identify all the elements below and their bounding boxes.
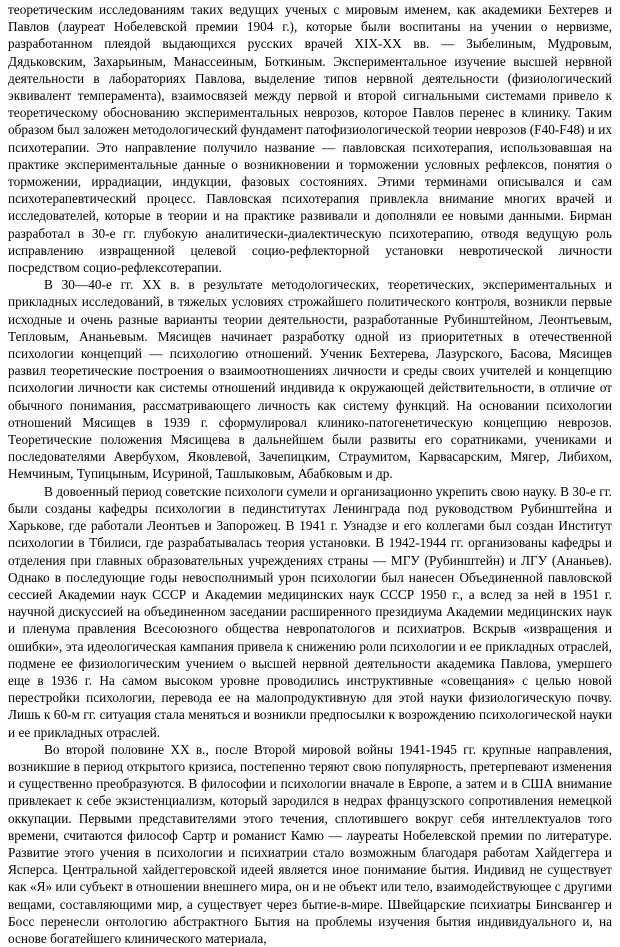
paragraph-existentialism: Во второй половине XX в., после Второй мировой войны 1941-1945 гг. крупные направления, возникшие в период открытого кризиса, постепенно теряют свою популярность, претерпевают изменения и существенно преобразуются. В философии и психологии вначале в Европе, а затем и в США внимание привлекает к себе экзистенциализм, который зародился в недрах французского сопротивления немецкой оккупации. Первыми представителями этого течения, сплотившего вокруг себя интеллектуалов того времени, считаются философ Сартр и романист Камю — лауреаты Нобелевской премии по литературе. Развитие этого учения в психологии и психиатрии стало возможным благодаря работам Хайдеггера и Ясперса. Центральной хайдеггеровской идеей является иное понимание бытия. Индивид не существует как «Я» или субъект в отношении внешнего мира, он и не объект или тело, взаимодействующее с другими вещами, составляющими мир, а существует через бытие-в-мире. Швейцарские психиатры Бинсвангер и Босс перенесли онтологию абстрактного Бытия на проблемы изучения бытия индивидуального и, на основе богатейшего клинического материала, [8,741,612,946]
paragraph-prewar-psychology: В довоенный период советские психологи сумели и организационно укрепить свою науку. В 30-е гг. были созданы кафедры психологии в пединститутах Ленинграда под руководством Рубинштейна и Харькове, где работали Леонтьев и Запорожец. В 1941 г. Узнадзе и его коллегами был создан Институт психологии в Тбилиси, где разрабатывалась теория установки. В 1942-1944 гг. организованы кафедры и отделения при главных образовательных учреждениях страны — МГУ (Рубинштейн) и ЛГУ (Ананьев). Однако в последующие годы невосполнимый урон психологии был нанесен Объединенной павловской сессией Академии наук СССР и Академии медицинских наук СССР 1950 г., а вслед за ней в 1951 г. научной дискуссией на объединенном заседании расширенного президиума Академии медицинских наук и пленума правления Всесоюзного общества невропатологов и психиатров. Вскрыв «извращения и ошибки», эта идеологическая кампания привела к снижению роли психологии и ее прикладных отраслей, подмене ее физиологическим учением о высшей нервной деятельности академика Павлова, умершего еще в 1936 г. На самом высоком уровне проводились инструктивные «совещания» с целью новой перестройки психологии, перевода ее на малопродуктивную для этой науки физиологическую почву. Лишь к 60-м гг. ситуация стала меняться и возникли предпосылки к возрождению психологической науки и ее прикладных отраслей. [8,483,612,740]
paragraph-activity-theory: В 30—40-е гг. XX в. в результате методологических, теоретических, экспериментальных и прикладных исследований, в тяжелых условиях строжайшего политического контроля, возникли первые исходные и очень разные варианты теории деятельности, разработанные Рубинштейном, Леонтьевым, Тепловым, Ананьевым. Мясищев начинает разработку одной из приоритетных в отечественной психологии концепций — психологию отношений. Ученик Бехтерева, Лазурского, Басова, Мясищев развил теоретические построения о взаимоотношениях личности и среды своих учителей и концепцию психологии личности как системы отношений индивида к окружающей действительности, в отличие от обычного понимания, рассматривающего личность как систему функций. На основании психологии отношений Мясищев в 1939 г. сформулировал клинико-патогенетическую концепцию неврозов. Теоретические положения Мясищева в дальнейшем были развиты его соратниками, учениками и последователями Авербухом, Яковлевой, Зачепицким, Страумитом, Карвасарским, Мягер, Либихом, Немчиным, Тупицыным, Исуриной, Ташлыковым, Абабковым и др. [8,277,612,482]
paragraph-pavlov-psychotherapy: теоретическим исследованиям таких ведущих ученых с мировым именем, как академики Бехтерев и Павлов (лауреат Нобелевской премии 1904 г.), которые были воспитаны на учении о нервизме, разработанном плеядой выдающихся русских врачей XIX-XX вв. — Зыбелиным, Мудровым, Дядьковским, Захарьиным, Манассеиным, Боткиным. Экспериментальное изучение высшей нервной деятельности в лабораториях Павлова, выделение типов нервной деятельности (физиологический эквивалент темперамента), взаимосвязей между первой и второй сигнальными системами привело к теоретическому обоснованию экспериментальных неврозов, которое Павлов перенес в клинику. Таким образом был заложен методологический фундамент патофизиологической теории неврозов (F40-F48) и их психотерапии. Это направление получило название — павловская психотерапия, использовавшая на практике экспериментальные данные о возникновении и торможении условных рефлексов, понятия о торможении, иррадиации, индукции, фазовых состояниях. Этими терминами описывался и сам психотерапевтический процесс. Павловская психотерапия привлекла внимание многих врачей и исследователей, которые в теории и на практике развивали и дополняли ее новыми данными. Бирман разработал в 30-е гг. глубокую аналитически-диалектическую психотерапию, отводя ведущую роль исправлению извращенной целевой социо-рефлекторной установки невротической личности посредством социо-рефлексотерапии. [8,2,612,276]
